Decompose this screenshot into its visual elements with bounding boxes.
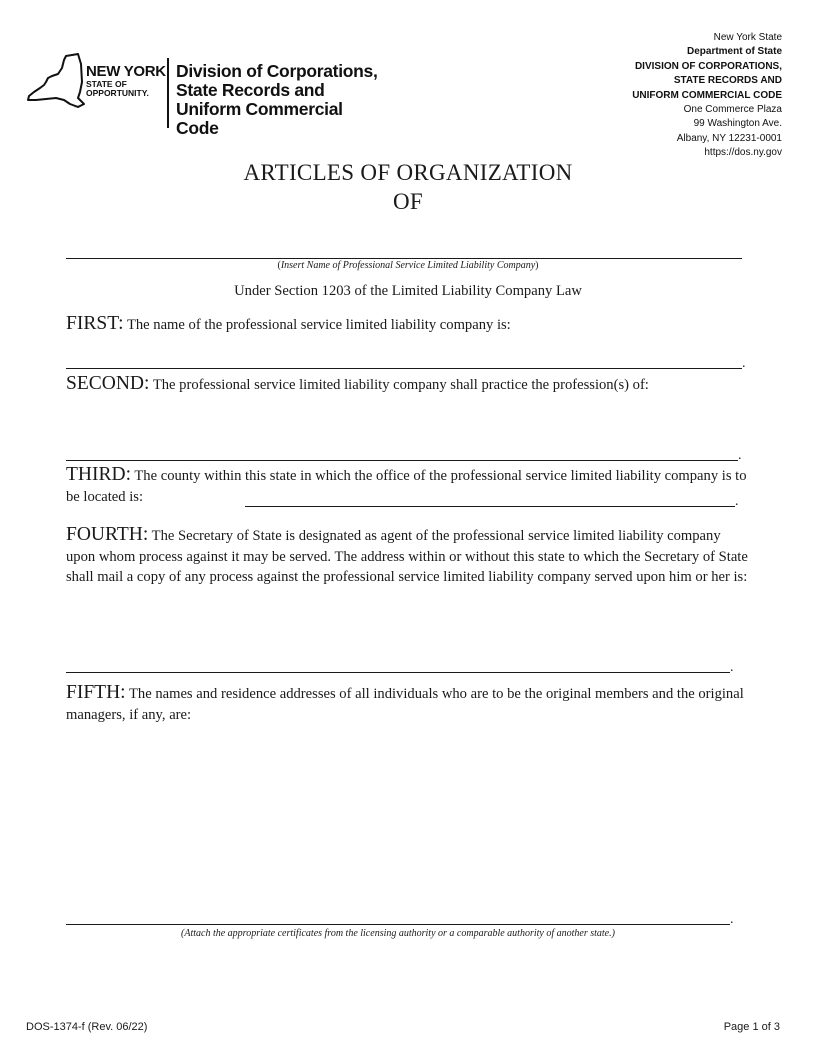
attach-certificates-note: (Attach the appropriate certificates from the licensing authority or a comparable authority of another state.) [181, 928, 615, 939]
article-fifth-heading: FIFTH: [66, 682, 126, 703]
address-line: Department of State [686, 46, 782, 58]
website-link[interactable]: https://dos.ny.gov [704, 147, 782, 159]
article-first-text: The name of the professional service limited liability company is: [123, 317, 511, 333]
period: . [738, 448, 742, 463]
tagline-line-2: OPPORTUNITY. [86, 88, 149, 98]
article-fourth-heading: FOURTH: [66, 524, 149, 545]
county-answer-line[interactable] [245, 506, 735, 507]
article-fifth-text: The names and residence addresses of all individuals who are to be the original members and the original managers, if any, are: [66, 686, 744, 723]
form-number: DOS-1374-f (Rev. 06/22) [26, 1021, 148, 1033]
new-york-wordmark: NEW YORK [86, 63, 166, 80]
period: . [735, 494, 739, 509]
tagline-line-1: STATE OF [86, 79, 127, 89]
article-third [66, 465, 750, 507]
address-line: DIVISION OF CORPORATIONS, [634, 60, 782, 72]
division-line-1: Division of Corporations, [176, 61, 378, 81]
article-second [66, 374, 750, 396]
caption-paren: ) [535, 260, 539, 271]
form-title: ARTICLES OF ORGANIZATION [243, 160, 573, 185]
article-first [66, 314, 750, 336]
state-of-opportunity-tagline [86, 80, 149, 98]
nys-dos-logo [26, 52, 386, 138]
article-third-text: The county within this state in which the office of the professional service limited liability company is to be located is: [66, 468, 747, 505]
article-first-heading: FIRST: [66, 313, 124, 334]
process-address-line[interactable] [66, 672, 730, 673]
address-line: One Commerce Plaza [683, 104, 782, 116]
article-fourth [66, 525, 750, 588]
statute-subtitle: Under Section 1203 of the Limited Liability Company Law [234, 283, 582, 299]
article-third-heading: THIRD: [66, 464, 131, 485]
address-line: UNIFORM COMMERCIAL CODE [632, 89, 782, 101]
period: . [730, 912, 734, 927]
division-name [176, 62, 386, 138]
article-fifth [66, 683, 750, 725]
period: . [730, 660, 734, 675]
address-line: STATE RECORDS AND [673, 75, 782, 87]
company-name-caption [0, 260, 816, 271]
article-second-heading: SECOND: [66, 373, 150, 394]
caption-paren: ( [277, 260, 281, 271]
article-fourth-text: The Secretary of State is designated as agent of the professional service limited liability company upon whom process against it may be served. The address within or without this state to which the Secretary of State shall mail a copy of any process against the professional service limited liability company served upon him or her is: [66, 528, 748, 585]
address-line: 99 Washington Ave. [693, 118, 782, 130]
form-title-of: OF [392, 189, 423, 214]
period: . [742, 356, 746, 371]
members-answer-line[interactable] [66, 924, 730, 925]
page-number: Page 1 of 3 [723, 1021, 780, 1033]
logo-divider [167, 58, 169, 128]
address-line: Albany, NY 12231-0001 [676, 132, 782, 144]
caption-text: Insert Name of Professional Service Limited Liability Company [280, 260, 536, 271]
new-york-state-map-icon [26, 52, 86, 114]
second-answer-line[interactable] [66, 460, 738, 461]
article-second-text: The professional service limited liability company shall practice the profession(s) of: [149, 377, 649, 393]
division-line-3: Uniform Commercial Code [176, 99, 343, 138]
division-line-2: State Records and [176, 80, 325, 100]
department-address [632, 31, 782, 161]
first-answer-line[interactable] [66, 368, 742, 369]
company-name-line[interactable] [66, 258, 742, 259]
address-line: New York State [713, 32, 782, 43]
